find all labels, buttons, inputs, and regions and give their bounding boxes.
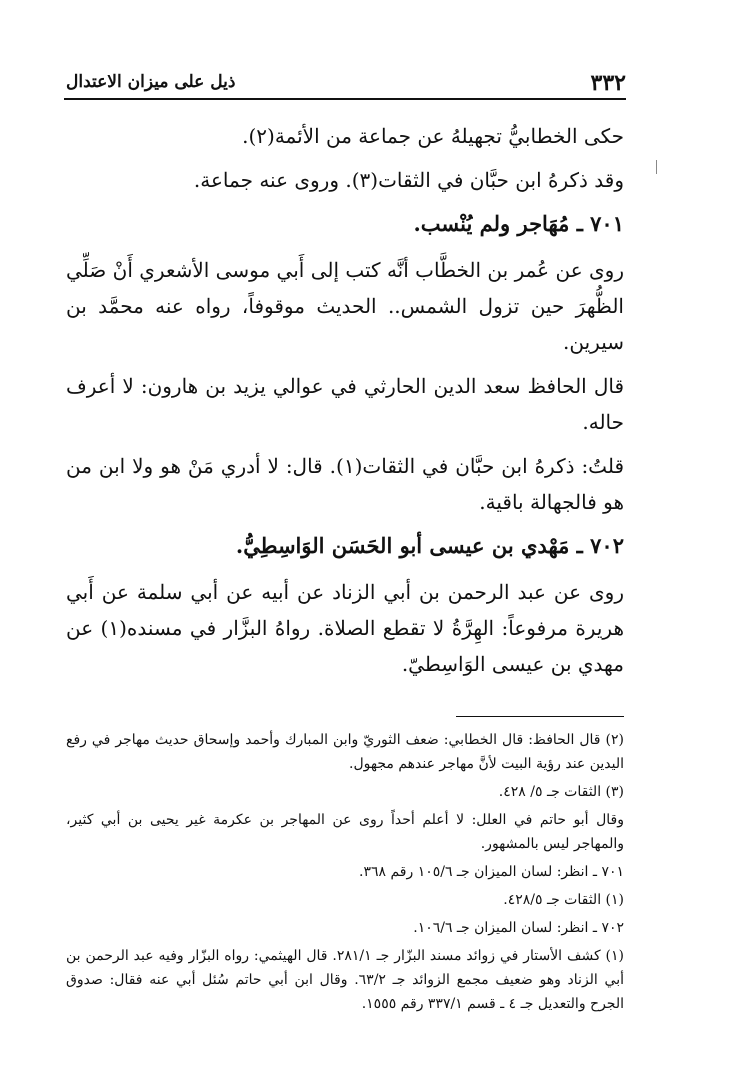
- paragraph: قال الحافظ سعد الدين الحارثي في عوالي يزيد بن هارون: لا أعرف حاله.: [66, 374, 624, 434]
- footnotes: [66, 728, 624, 1020]
- entry-title-702: ٧٠٢ ـ مَهْدي بن عيسى أبو الحَسَن الوَاسِطِيُّ.: [235, 533, 624, 558]
- paragraph: قلتُ: ذكرهُ ابن حبَّان في الثقات(١). قال: لا أدري مَنْ هو ولا ابن من هو فالجهالة باقية.: [66, 454, 625, 514]
- footnote: (١) كشف الأستار في زوائد مسند البزّار جـ ٢٨١/١. قال الهيثمي: رواه البزّار وفيه عبد الرحمن بن أبي الزناد وهو ضعيف مجمع الزوائد جـ ٦٣/٢. وقال ابن أبي حاتم سُئل أبي عنه فقال: صدوق الجرح والتعديل جـ ٤ ـ قسم ٣٣٧/١ رقم ١٥٥٥.: [66, 948, 624, 1012]
- entry-title-701: ٧٠١ ـ مُهَاجر ولم يُنْسب.: [413, 211, 624, 236]
- header-rule: [64, 98, 626, 100]
- running-title: ذيل على ميزان الاعتدال: [66, 72, 236, 92]
- footnote: ٧٠٢ ـ انظر: لسان الميزان جـ ١٠٦/٦.: [413, 920, 624, 936]
- paragraph: روى عن عُمر بن الخطَّاب أنَّه كتب إلى أَبي موسى الأشعري أَنْ صَلِّي الظُّهرَ حين تزول الشمس.. الحديث موقوفاً، رواه عنه محمَّد بن سيرين.: [66, 258, 624, 354]
- footnote: (١) الثقات جـ ٤٢٨/٥.: [503, 892, 624, 908]
- footnote: وقال أبو حاتم في العلل: لا أعلم أحداً روى عن المهاجر بن عكرمة غير يحيى بن أبي كثير، والمهاجر ليس بالمشهور.: [66, 812, 624, 852]
- main-text: [66, 118, 624, 690]
- footnote: ٧٠١ ـ انظر: لسان الميزان جـ ١٠٥/٦ رقم ٣٦٨.: [359, 864, 624, 880]
- paragraph: وقد ذكرهُ ابن حبَّان في الثقات(٣). وروى عنه جماعة.: [193, 168, 624, 192]
- paragraph: حكى الخطابيُّ تجهيلهُ عن جماعة من الأئمة(٢).: [242, 124, 624, 148]
- footnote-separator: [456, 716, 624, 717]
- margin-mark: [656, 160, 657, 174]
- footnote: (٣) الثقات جـ ٥/ ٤٢٨.: [498, 784, 624, 800]
- page-number: ٣٣٢: [590, 70, 626, 96]
- footnote: (٢) قال الحافظ: قال الخطابي: ضعف الثوريّ وابن المبارك وأحمد وإسحاق حديث مهاجر في رفع اليدين عند رؤية البيت لأنَّ مهاجر عندهم مجهول.: [66, 732, 624, 772]
- paragraph: روى عن عبد الرحمن بن أبي الزناد عن أبيه عن أبي سلمة عن أَبي هريرة مرفوعاً: الهِرَّةُ لا تقطع الصلاة. رواهُ البزَّار في مسنده(١) عن مهدي بن عيسى الوَاسِطيّ.: [66, 580, 624, 676]
- page-header: [66, 70, 626, 100]
